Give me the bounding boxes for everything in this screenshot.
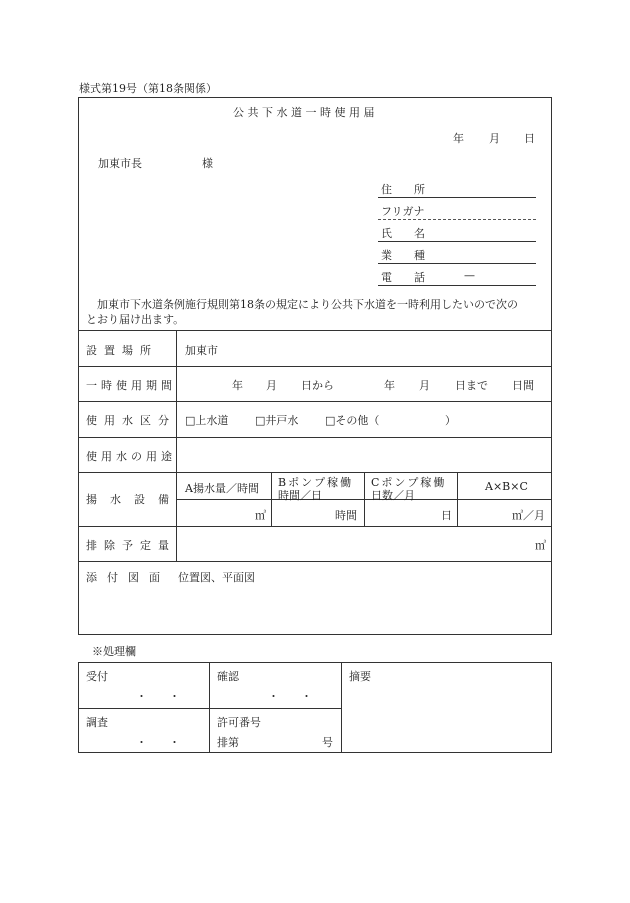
pump-unit-b: 時間 [335, 509, 357, 522]
phone-label: 電 話 [381, 271, 425, 284]
row-divider [78, 561, 552, 562]
pump-col-divider [271, 472, 272, 526]
row-divider [78, 366, 552, 367]
location-label: 設置場所 [86, 344, 158, 357]
row-divider [78, 472, 552, 473]
business-line [378, 263, 536, 264]
pump-unit-a: ㎥ [255, 509, 266, 522]
permit-number-label: 許可番号 [217, 716, 261, 729]
pump-unit-c: 日 [441, 509, 452, 522]
phone-line [378, 285, 536, 286]
processing-heading: ※処理欄 [92, 645, 136, 658]
investigation-label: 調査 [86, 716, 108, 729]
permit-prefix: 排第 [217, 736, 239, 749]
declaration-line-1: 加東市下水道条例施行規則第18条の規定により公共下水道を一時利用したいので次の [97, 298, 518, 311]
date-month: 月 [489, 132, 500, 145]
usage-label: 使用水の用途 [86, 450, 176, 463]
processing-divider [341, 662, 342, 753]
pump-col-divider [457, 472, 458, 526]
label-column-divider [176, 330, 177, 561]
water-type-label: 使用水区分 [86, 414, 176, 427]
received-dots: ・ ・ [136, 690, 180, 703]
confirmed-dots: ・ ・ [268, 690, 312, 703]
permit-suffix: 号 [322, 736, 333, 749]
form-number: 様式第19号（第18条関係） [79, 82, 217, 95]
period-year-1: 年 [232, 379, 243, 392]
date-year: 年 [453, 132, 464, 145]
business-label: 業 種 [381, 249, 425, 262]
address-label: 住 所 [381, 183, 425, 196]
pump-col-b-header-2: 時間／日 [278, 489, 322, 502]
pump-col-divider [364, 472, 365, 526]
confirmed-label: 確認 [217, 670, 239, 683]
period-month-2: 月 [419, 379, 430, 392]
addressee-name: 加東市長 [98, 157, 142, 170]
investigation-dots: ・ ・ [136, 736, 180, 749]
attachments-value: 位置図、平面図 [178, 571, 255, 584]
declaration-line-2: とおり届け出ます。 [86, 313, 185, 326]
form-title: 公 共 下 水 道 一 時 使 用 届 [233, 106, 375, 119]
processing-divider [78, 708, 341, 709]
water-option-tap[interactable]: □上水道 [185, 414, 229, 427]
location-value[interactable]: 加東市 [185, 344, 218, 357]
pump-unit-total: ㎥／月 [512, 509, 545, 522]
attachments-label: 添付図面 [86, 571, 170, 584]
name-line [378, 241, 536, 242]
period-month-1: 月 [266, 379, 277, 392]
name-label: 氏 名 [381, 227, 425, 240]
date-day: 日 [524, 132, 535, 145]
period-label: 一時使用期間 [86, 379, 176, 392]
received-label: 受付 [86, 670, 108, 683]
water-option-well[interactable]: □井戸水 [255, 414, 299, 427]
row-divider [78, 437, 552, 438]
phone-dash: — [464, 269, 475, 282]
pump-col-b-header-1: Bポンプ稼働 [278, 476, 354, 489]
row-divider [78, 526, 552, 527]
water-option-other-close: ） [445, 414, 456, 427]
period-days: 日間 [512, 379, 534, 392]
period-from: 日から [301, 379, 334, 392]
period-until: 日まで [455, 379, 488, 392]
addressee-honorific: 様 [202, 157, 213, 170]
address-line [378, 197, 536, 198]
summary-label: 摘要 [349, 670, 371, 683]
row-divider [78, 330, 552, 331]
pump-col-c-header-1: Cポンプ稼働 [371, 476, 447, 489]
period-year-2: 年 [384, 379, 395, 392]
pump-col-total-header: A×B×C [485, 480, 528, 493]
furigana-line [378, 219, 536, 220]
water-option-other[interactable]: □その他（ [325, 414, 380, 427]
pumping-label: 揚水設備 [86, 493, 182, 506]
pump-col-c-header-2: 日数／月 [371, 489, 415, 502]
pump-col-a-header: A揚水量／時間 [185, 482, 259, 495]
discharge-label: 排除予定量 [86, 539, 176, 552]
discharge-unit: ㎥ [535, 539, 546, 552]
furigana-label: フリガナ [381, 205, 425, 218]
row-divider [78, 401, 552, 402]
